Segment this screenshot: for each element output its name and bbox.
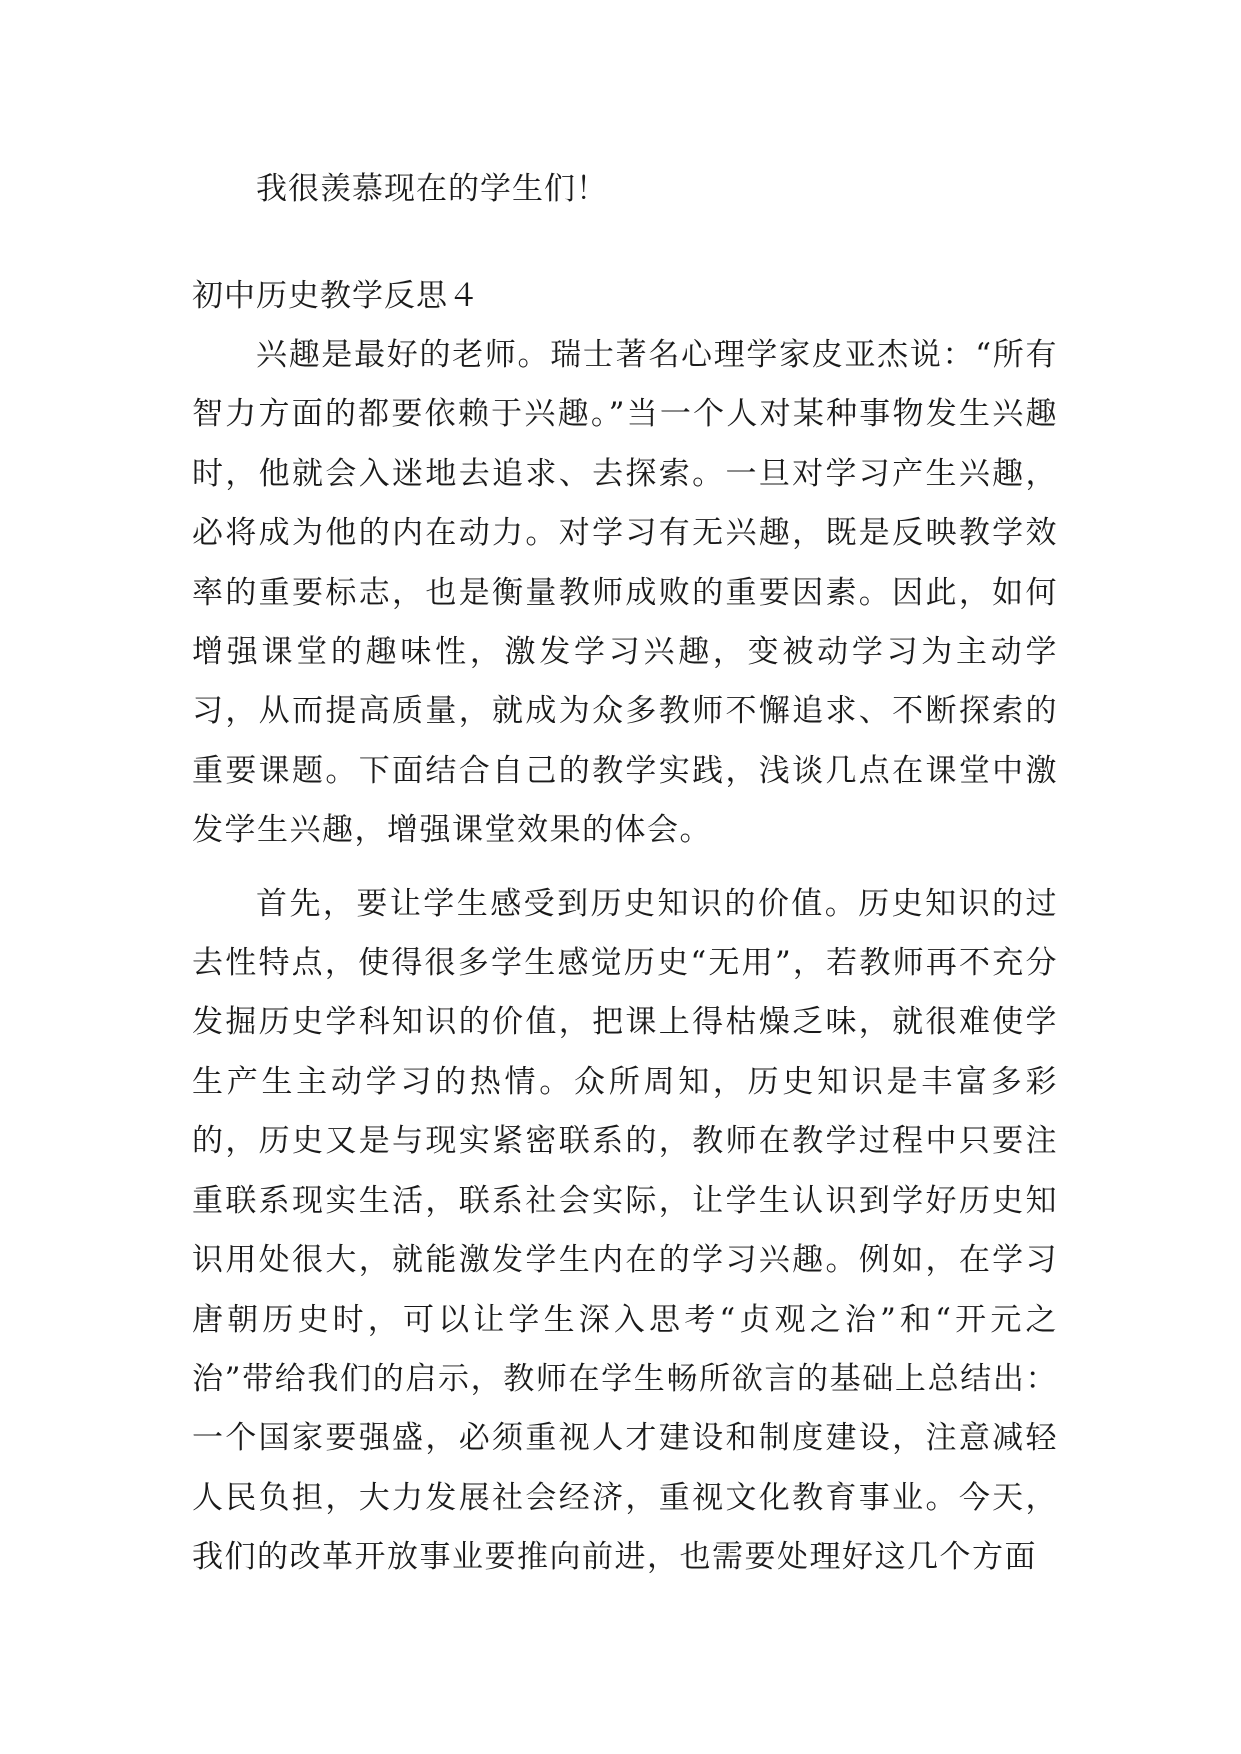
paragraph-first-point: 首先，要让学生感受到历史知识的价值。历史知识的过去性特点，使得很多学生感觉历史“无用”，若教师再不充分发掘历史学科知识的价值，把课上得枯燥乏味，就很难使学生产生主动学习的热情。众所周知，历史知识是丰富多彩的，历史又是与现实紧密联系的，教师在教学过程中只要注重联系现实生活，联系社会实际，让学生认识到学好历史知识用处很大，就能激发学生内在的学习兴趣。例如，在学习唐朝历史时，可以让学生深入思考“贞观之治”和“开元之治”带给我们的启示，教师在学生畅所欲言的基础上总结出：一个国家要强盛，必须重视人才建设和制度建设，注意减轻人民负担，大力发展社会经济，重视文化教育事业。今天，我们的改革开放事业要推向前进，也需要处理好这几个方面 bbox=[192, 885, 1058, 1576]
lead-line: 我很羡慕现在的学生们！ bbox=[256, 171, 608, 207]
paragraph-intro: 兴趣是最好的老师。瑞士著名心理学家皮亚杰说：“所有智力方面的都要依赖于兴趣。”当一个人对某种事物发生兴趣时，他就会入迷地去追求、去探索。一旦对学习产生兴趣，必将成为他的内在动力。对学习有无兴趣，既是反映教学效率的重要标志，也是衡量教师成败的重要因素。因此，如何增强课堂的趣味性，激发学习兴趣，变被动学习为主动学习，从而提高质量，就成为众多教师不懈追求、不断探索的重要课题。下面结合自己的教学实践，浅谈几点在课堂中激发学生兴趣，增强课堂效果的体会。 bbox=[192, 337, 1058, 849]
document-page bbox=[192, 160, 1058, 1588]
section-title: 初中历史教学反思４ bbox=[192, 278, 480, 314]
